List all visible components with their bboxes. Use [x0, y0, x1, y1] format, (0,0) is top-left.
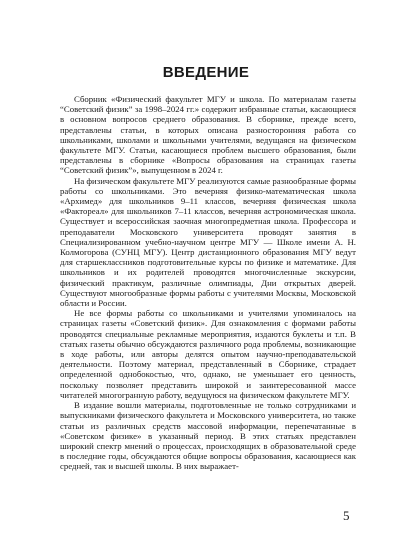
paragraph-2: На физическом факультете МГУ реализуются самые разнообразные формы работы со школьниками. Это вечерняя физико-математическая школа «Архимед» для школьников 9–11 классов, вечерняя физическая школа «Фактореал» для школьников 7–11 классов, вечерняя астрономическая школа. Существует и всероссийская заочная многопредметная школа. Профессора и преподаватели Московского университета проводят занятия в Специализированном учебно-научном центре МГУ — Школе имени А. Н. Колмогорова (СУНЦ МГУ). Центр дистанционного образования МГУ ведут для старшеклассников подготовительные курсы по физике и математике. Для школьников и их родителей проводятся многочисленные экскурсии, физический практикум, различные олимпиады, Дни открытых дверей. Существуют многообразные формы работы с учителями Москвы, Московской области и России. — [60, 175, 357, 309]
paragraph-3: Не все формы работы со школьниками и учителями упоминалось на страницах газеты «Советский физик». Для ознакомления с формами работы проводятся специальные рекламные мероприятия, издаются буклеты и т.п. В статьях газеты обычно обсуждаются различного рода проблемы, возникающие в ходе работы, или авторы делятся опытом научно-преподавательской деятельности. Поэтому материал, представленный в Сборнике, страдает определенной однобокостью, что, однако, не уменьшает его ценность, поскольку позволяет представить широкой и заинтересованной массе читателей многогранную работу, ведущуюся на физическом факультете МГУ. — [60, 308, 356, 400]
page-title: ВВЕДЕНИЕ — [162, 64, 250, 81]
page-number: 5 — [343, 508, 350, 523]
paragraph-4: В издание вошли материалы, подготовленные не только сотрудниками и выпускниками физического факультета и Московского университета, но также статьи из различных средств массовой информации, перепечатанные в «Советском физике» в указанный период. В этих статьях представлен широкий спектр мнений о процессах, происходящих в образовательной среде в последние годы, обсуждаются общие вопросы образования, касающиеся как средней, так и высшей школы. В них выражает- — [60, 400, 356, 472]
paragraph-1: Сборник «Физический факультет МГУ и школа. По материалам газеты “Советский физик” за 1998–2024 гг.» содержит избранные статьи, касающиеся в основном вопросов среднего образования. В сборнике, прежде всего, представлены статьи, в которых описана разносторонняя работа со школьниками, школами и школьными учителями, ведущаяся на физическом факультете МГУ. Статьи, касающиеся проблем высшего образования, были представлены в сборнике «Вопросы образования на страницах газеты “Советский физик”», выпущенном в 2024 г. — [60, 94, 356, 176]
body-text — [60, 94, 356, 472]
